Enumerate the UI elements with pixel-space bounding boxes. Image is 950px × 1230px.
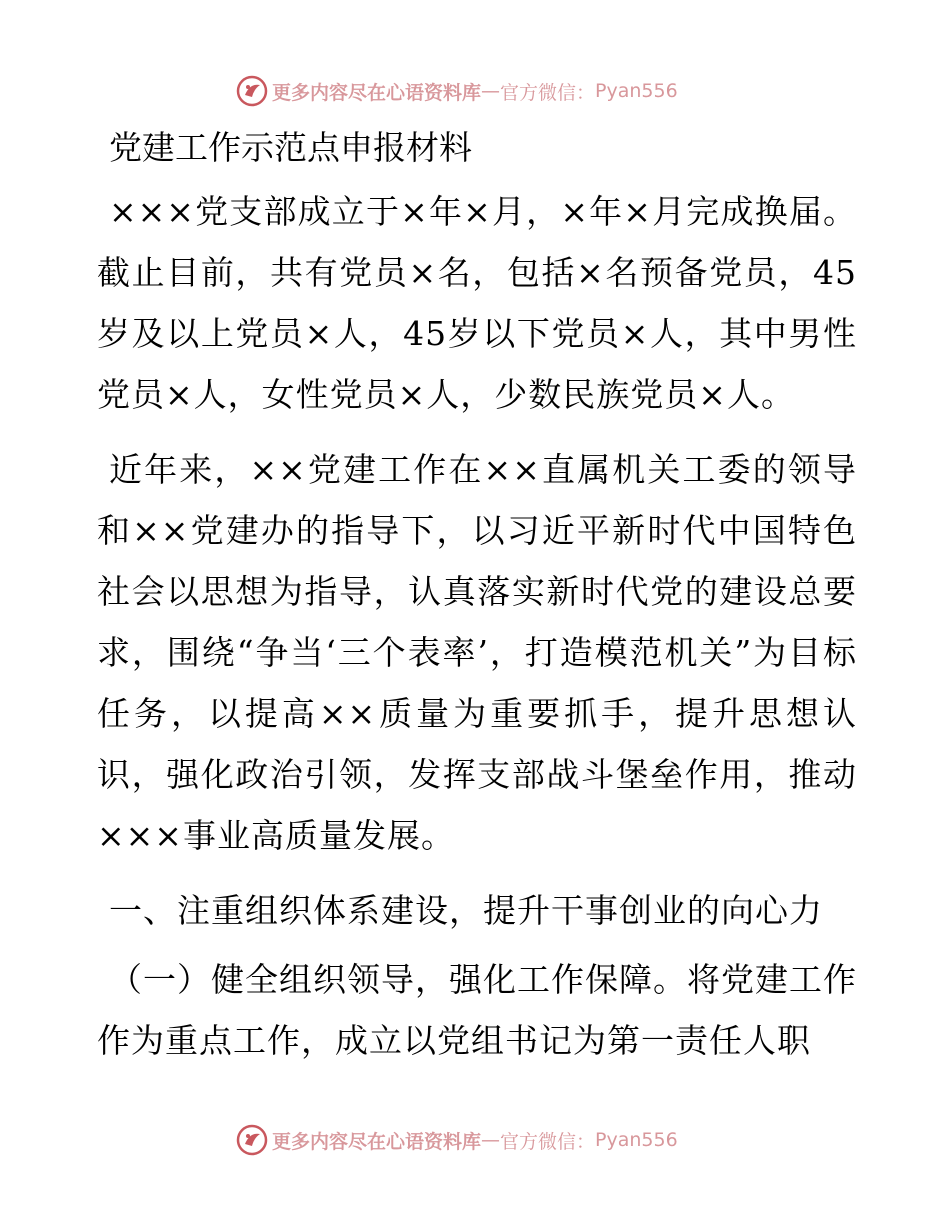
seal-logo-icon <box>236 75 268 107</box>
paragraph-branch-overview: ×××党支部成立于×年×月，×年×月完成换届。截止目前，共有党员×名，包括×名预备党员，45岁及以上党员×人，45岁以下党员×人，其中男性党员×人，女性党员×人，少数民族党员×人。 <box>97 192 857 414</box>
document-body <box>97 123 857 1085</box>
watermark-dash: — <box>481 80 501 102</box>
watermark-dash: — <box>481 1129 501 1151</box>
watermark-wechat-label: 官方微信： <box>500 81 596 104</box>
subsection-paragraph: （一）健全组织领导，强化工作保障。将党建工作作为重点工作，成立以党组书记为第一责任人职 <box>97 960 857 1060</box>
watermark-brand: 更多内容尽在心语资料库 <box>272 1130 482 1153</box>
watermark-wechat-id: Pyan556 <box>595 1129 678 1151</box>
document-title: 党建工作示范点申报材料 <box>109 128 472 167</box>
watermark-brand: 更多内容尽在心语资料库 <box>272 81 482 104</box>
watermark-wechat-id: Pyan556 <box>595 80 678 102</box>
footer-watermark <box>236 1123 678 1157</box>
seal-logo-icon <box>236 1124 268 1156</box>
paragraph-recent-work: 近年来，××党建工作在××直属机关工委的领导和××党建办的指导下，以习近平新时代中国特色社会以思想为指导，认真落实新时代党的建设总要求，围绕“争当‘三个表率’，打造模范机关”为目标任务，以提高××质量为重要抓手，提升思想认识，强化政治引领，发挥支部战斗堡垒作用，推动×××事业高质量发展。 <box>97 450 857 855</box>
watermark-wechat-label: 官方微信： <box>500 1130 596 1153</box>
header-watermark <box>236 74 678 108</box>
section-heading: 一、注重组织体系建设，提升干事创业的向心力 <box>109 891 823 930</box>
